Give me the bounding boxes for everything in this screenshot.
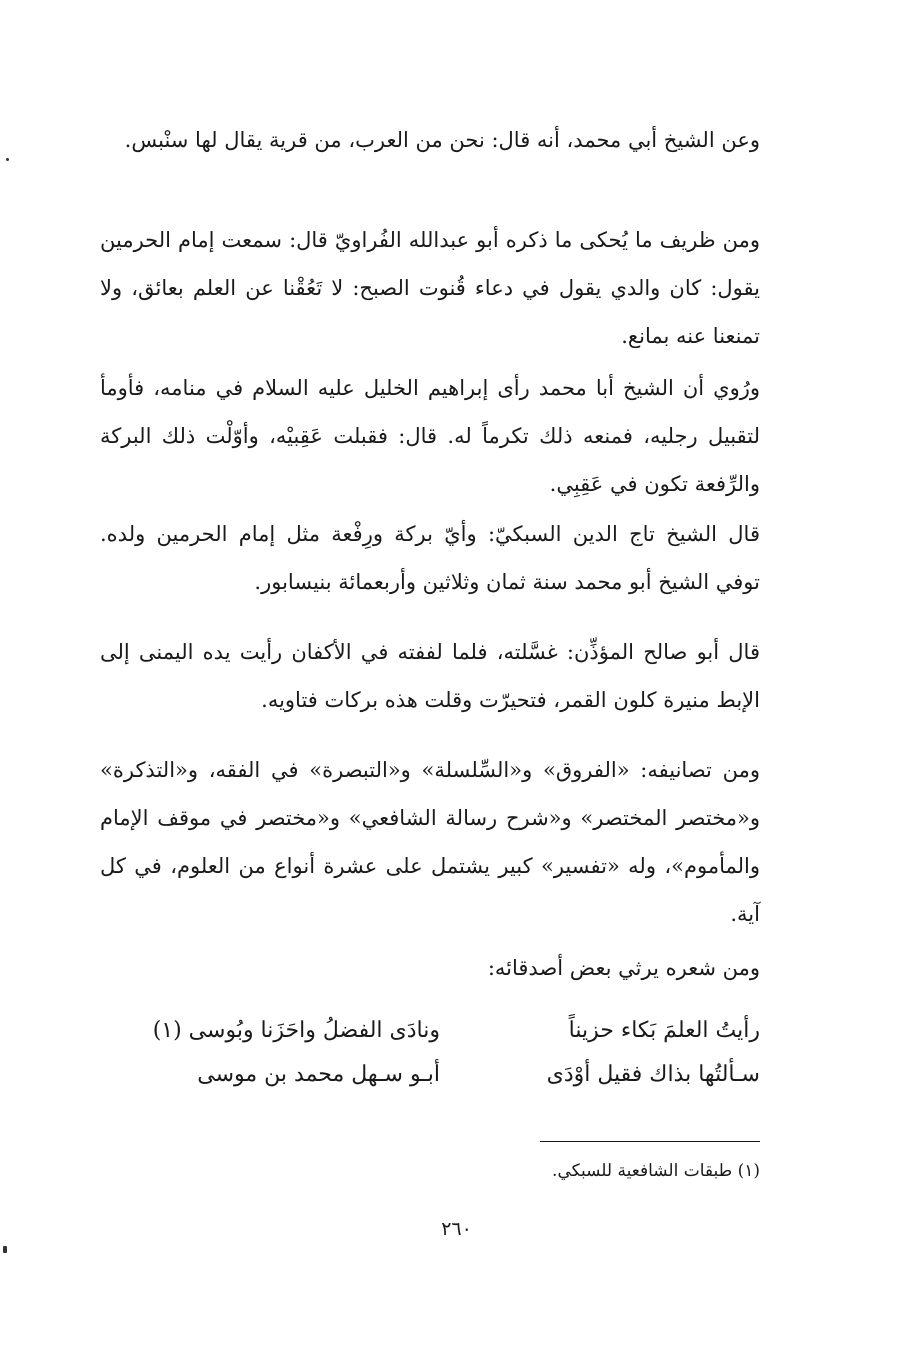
- paragraph-dream: ورُوي أن الشيخ أبا محمد رأى إبراهيم الخليل عليه السلام في منامه، فأومأ لتقبيل رجليه، فمنعه ذلك تكرماً له. قال: فقبلت عَقِبيْه، وأوّلْت ذلك البركة والرِّفعة تكون في عَقِبِي.: [100, 376, 760, 496]
- verse-line: [120, 1052, 760, 1096]
- paragraph-subki-comment: قال الشيخ تاج الدين السبكيّ: وأيّ بركة ورِفْعة مثل إمام الحرمين ولده. توفي الشيخ أبو محمد سنة ثمان وثلاثين وأربعمائة بنيسابور.: [100, 522, 760, 594]
- paragraph-washing: قال أبو صالح المؤذِّن: غسَّلته، فلما لففته في الأكفان رأيت يده اليمنى إلى الإبط منيرة كلون القمر، فتحيرّت وقلت هذه بركات فتاويه.: [100, 640, 760, 712]
- paragraph-origin: وعن الشيخ أبي محمد، أنه قال: نحن من العرب، من قرية يقال لها سنْبس.: [124, 128, 760, 152]
- hemistich-second: ونادَى الفضلُ واحَزَنا وبُوسى (١): [152, 1017, 440, 1043]
- paragraph-works: ومن تصانيفه: «الفروق» و«السِّلسلة» و«التبصرة» في الفقه، و«التذكرة» و«مختصر المختصر» و«شرح رسالة الشافعي» و«مختصر في موقف الإمام والمأموم»، وله «تفسير» كبير يشتمل على عشرة أنواع من العلوم، في كل آية.: [100, 758, 760, 926]
- poem: [120, 1008, 760, 1096]
- footnote-divider: [540, 1141, 760, 1142]
- hemistich-second: أبـو سـهل محمد بن موسى: [197, 1061, 440, 1087]
- verse-line: [120, 1008, 760, 1052]
- scan-speck: [6, 158, 9, 161]
- paragraph-furawi-anecdote: ومن ظريف ما يُحكى ما ذكره أبو عبدالله الفُراويّ قال: سمعت إمام الحرمين يقول: كان والدي يقول في دعاء قُنوت الصبح: لا تَعُقْنا عن العلم بعائق، ولا تمنعنا عنه بمانع.: [100, 228, 760, 348]
- footnote: (١) طبقات الشافعية للسبكي.: [552, 1161, 760, 1181]
- hemistich-first: رأيتُ العلمَ بَكاء حزيناً: [568, 1017, 760, 1043]
- page-number: ٢٦٠: [441, 1218, 472, 1240]
- hemistich-first: سـألتُها بذاك فقيل أوْدَى: [546, 1061, 760, 1087]
- paragraph-poetry-intro: ومن شعره يرثي بعض أصدقائه:: [487, 956, 760, 980]
- scan-speck: [3, 1246, 7, 1253]
